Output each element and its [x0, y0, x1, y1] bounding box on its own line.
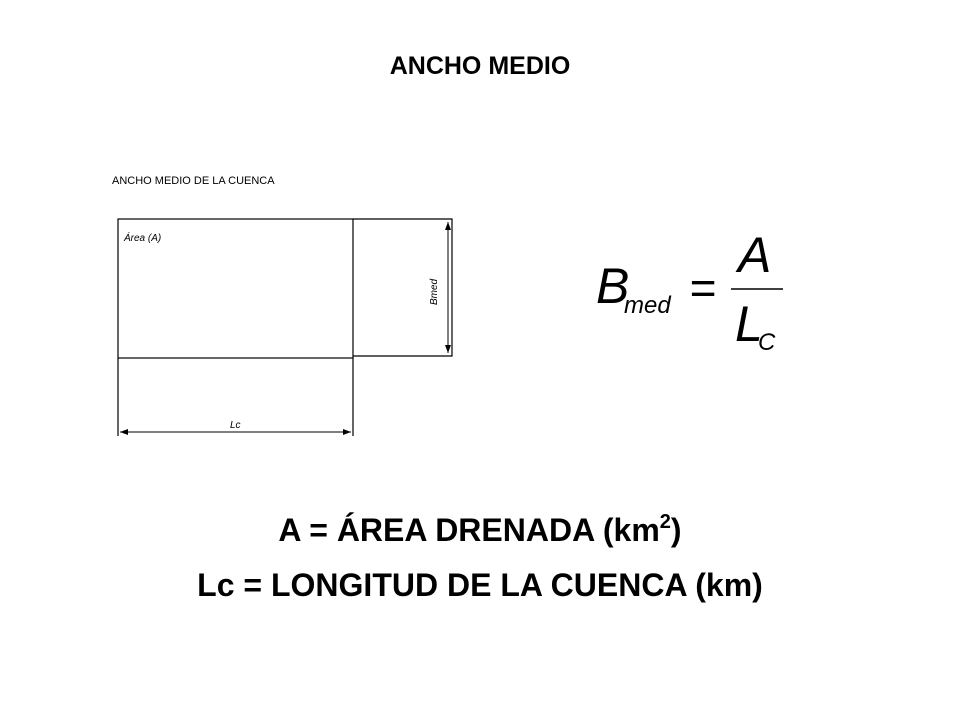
page-title: ANCHO MEDIO [389, 52, 571, 80]
legend-area-text: A = ÁREA DRENADA (km [278, 512, 660, 548]
formula-lhs-symbol: B [596, 258, 630, 314]
formula-numerator: A [738, 227, 772, 283]
formula-denominator-subscript: C [758, 329, 776, 356]
bmed-label: Bmed [429, 278, 440, 305]
lc-label: Lc [230, 420, 241, 431]
formula-equals: = [689, 262, 716, 314]
diagram-title: ANCHO MEDIO DE LA CUENCA [112, 175, 275, 187]
legend-area-exponent: 2 [659, 511, 671, 533]
formula-denominator-symbol: L [735, 296, 763, 352]
legend-area-definition [0, 512, 960, 549]
legend-area-close: ) [670, 512, 682, 548]
formula-lhs-subscript: med [624, 292, 671, 319]
legend-length-definition: Lc = LONGITUD DE LA CUENCA (km) [197, 567, 763, 603]
area-label: Área (A) [124, 233, 162, 244]
